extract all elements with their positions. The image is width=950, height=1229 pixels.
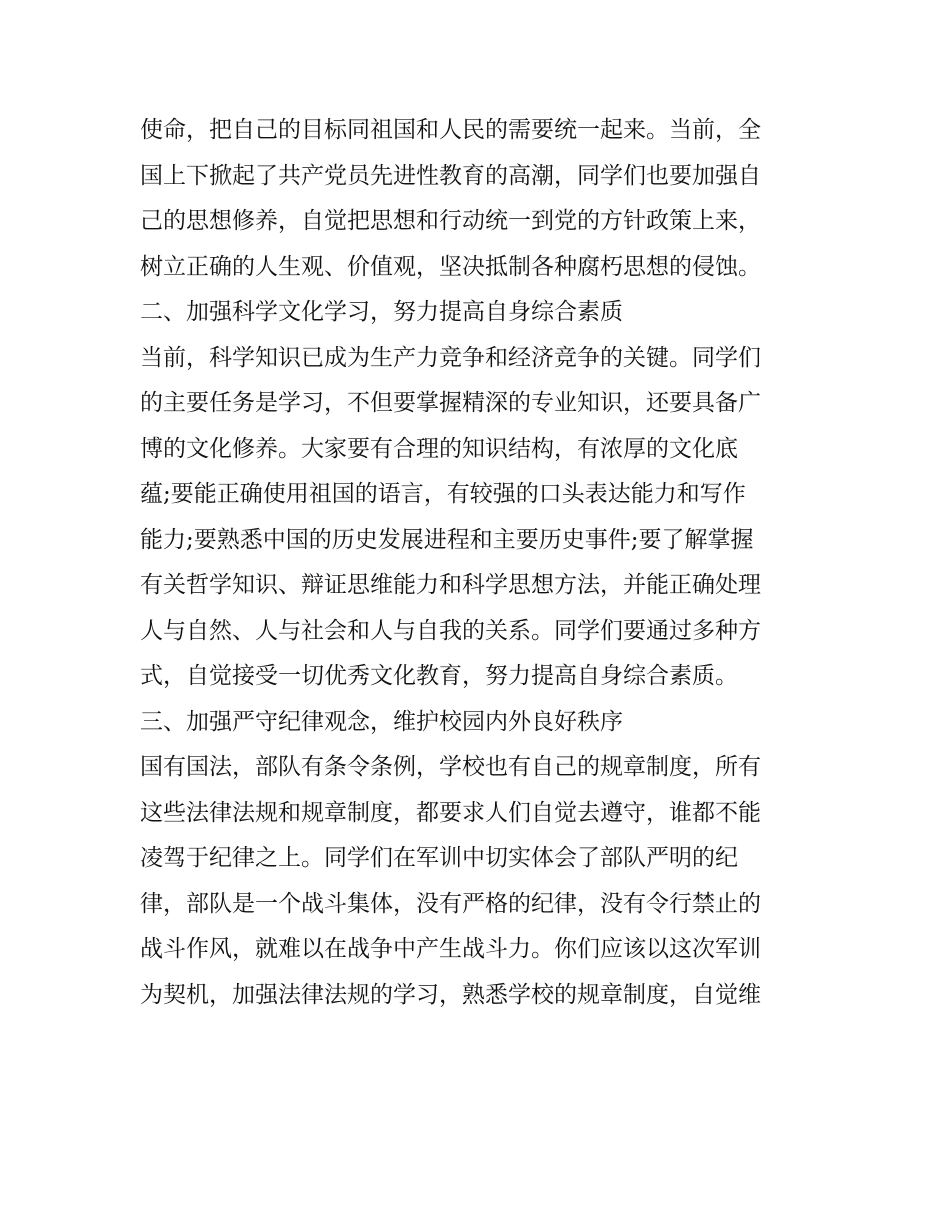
text-line: 博的文化修养。大家要有合理的知识结构，有浓厚的文化底 — [140, 435, 738, 462]
text-line: 式，自觉接受一切优秀文化教育，努力提高自身综合素质。 — [140, 663, 738, 689]
text-line: 国上下掀起了共产党员先进性教育的高潮，同学们也要加强自 — [140, 162, 761, 189]
text-line: 凌驾于纪律之上。同学们在军训中切实体会了部队严明的纪 — [140, 845, 738, 871]
text-line: 能力;要熟悉中国的历史发展进程和主要历史事件;要了解掌握 — [140, 526, 754, 553]
text-line: 使命，把自己的目标同祖国和人民的需要统一起来。当前，全 — [140, 117, 761, 143]
body-text — [140, 108, 820, 1018]
text-line: 树立正确的人生观、价值观，坚决抵制各种腐朽思想的侵蚀。 — [140, 253, 761, 280]
text-line: 有关哲学知识、辩证思维能力和科学思想方法，并能正确处理 — [140, 572, 761, 598]
text-line: 律，部队是一个战斗集体，没有严格的纪律，没有令行禁止的 — [140, 890, 761, 917]
section-heading-2: 二、加强科学文化学习，努力提高自身综合素质 — [140, 299, 623, 325]
text-line: 人与自然、人与社会和人与自我的关系。同学们要通过多种方 — [140, 617, 761, 644]
text-line: 的主要任务是学习，不但要掌握精深的专业知识，还要具备广 — [140, 390, 761, 416]
text-line: 当前，科学知识已成为生产力竞争和经济竞争的关键。同学们 — [140, 344, 761, 371]
text-line: 战斗作风，就难以在战争中产生战斗力。你们应该以这次军训 — [140, 936, 761, 962]
text-line: 为契机，加强法律法规的学习，熟悉学校的规章制度，自觉维 — [140, 981, 761, 1008]
text-line: 蕴;要能正确使用祖国的语言，有较强的口头表达能力和写作 — [140, 481, 746, 507]
text-line: 国有国法，部队有条令条例，学校也有自己的规章制度，所有 — [140, 754, 761, 780]
text-line: 这些法律法规和规章制度，都要求人们自觉去遵守，谁都不能 — [140, 799, 761, 826]
text-line: 己的思想修养，自觉把思想和行动统一到党的方针政策上来， — [140, 208, 761, 234]
section-heading-3: 三、加强严守纪律观念，维护校园内外良好秩序 — [140, 708, 623, 735]
